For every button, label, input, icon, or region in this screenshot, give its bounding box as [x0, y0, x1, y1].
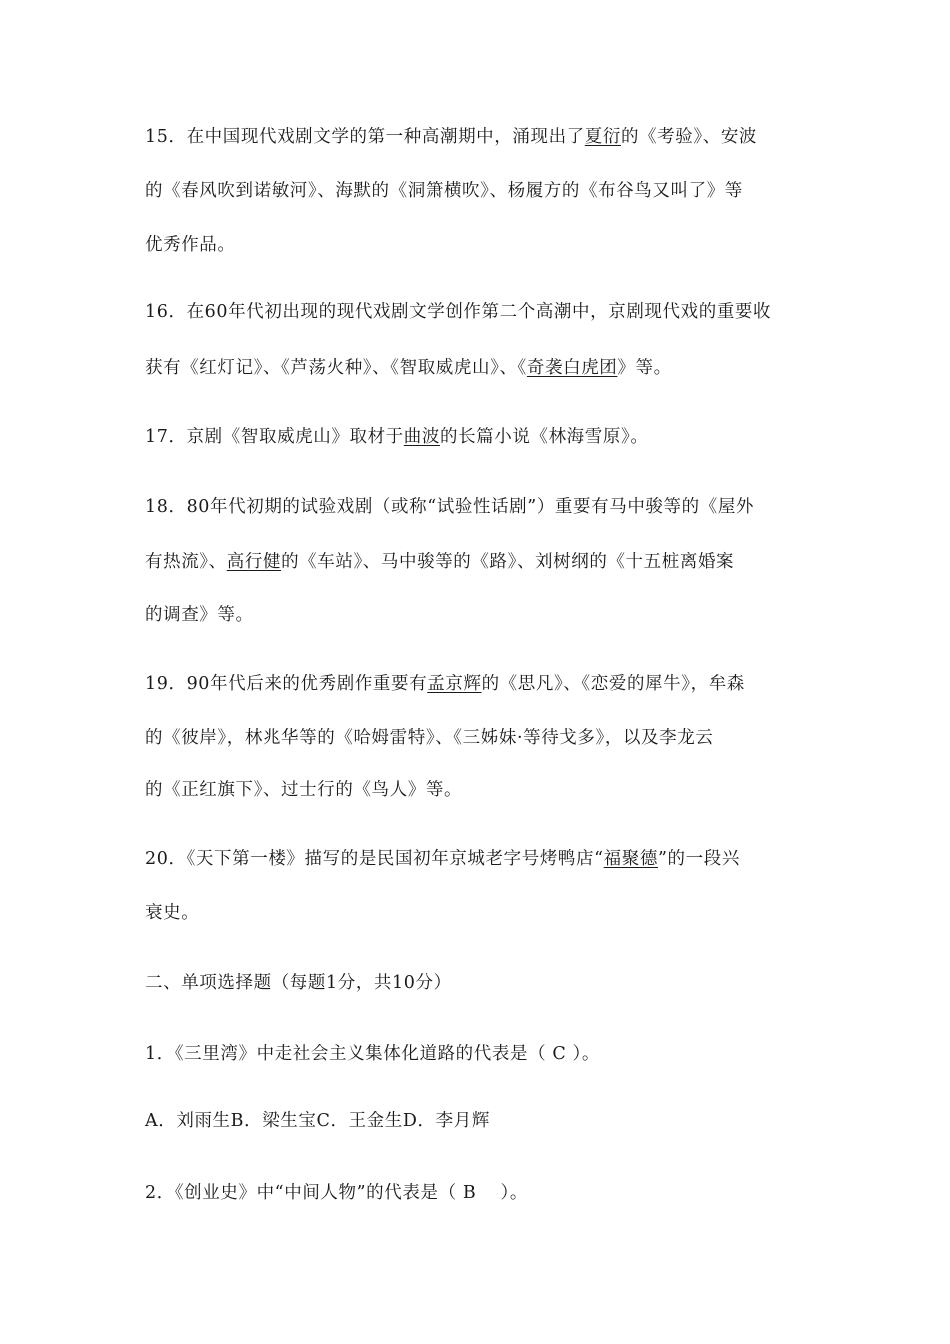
question-text: 2．《创业史》中“中间人物”的代表是（ B ）。: [145, 1183, 529, 1203]
text-run: 有热流》、: [145, 552, 227, 572]
text-run: 的《考验》、安波: [620, 127, 758, 147]
text-line: [145, 125, 757, 149]
answer-underlined: 奇袭白虎团: [526, 358, 618, 378]
text-run: 19．90年代后来的优秀剧作重要有: [145, 674, 428, 694]
text-line: 18．80年代初期的试验戏剧（或称“试验性话剧”）重要有马中骏等的《屋外: [145, 497, 755, 517]
answer-underlined: 夏衍: [584, 127, 621, 147]
text-line: 的调查》等。: [145, 605, 254, 625]
text-line: 的《春风吹到诺敏河》、海默的《洞箫横吹》、杨履方的《布谷鸟又叫了》等: [145, 181, 743, 201]
text-run: 15．在中国现代戏剧文学的第一种高潮期中，涌现出了: [145, 127, 585, 147]
text-line: [145, 847, 740, 871]
text-line: [145, 425, 648, 449]
text-run: 的《车站》、马中骏等的《路》、刘树纲的《十五桩离婚案: [281, 552, 735, 572]
question-text: 1．《三里湾》中走社会主义集体化道路的代表是（ C ）。: [145, 1044, 600, 1064]
text-line: 衰史。: [145, 903, 200, 923]
text-line: 优秀作品。: [145, 235, 236, 255]
text-run: 17．京剧《智取威虎山》取材于: [145, 427, 404, 447]
text-run: 的《思凡》、《恋爱的犀牛》，牟森: [481, 674, 745, 694]
text-run: ”的一段兴: [657, 849, 740, 869]
answer-underlined: 孟京辉: [427, 674, 482, 694]
answer-underlined: 曲波: [403, 427, 440, 447]
text-line: 的《彼岸》，林兆华等的《哈姆雷特》、《三姊妹·等待戈多》，以及李龙云: [145, 728, 714, 748]
text-line: 16．在60年代初出现的现代戏剧文学创作第二个高潮中，京剧现代戏的重要收: [145, 302, 772, 322]
options-text: A．刘雨生B．梁生宝C．王金生D．李月辉: [145, 1111, 490, 1131]
answer-underlined: 高行健: [226, 552, 282, 572]
text-line: 的《正红旗下》、过士行的《鸟人》等。: [145, 780, 463, 800]
text-run: 》等。: [617, 358, 672, 378]
text-run: 20．《天下第一楼》描写的是民国初年京城老字号烤鸭店“: [145, 849, 604, 869]
answer-underlined: 福聚德: [603, 849, 658, 869]
section-title: 二、单项选择题（每题1分，共10分）: [145, 973, 452, 993]
text-run: 获有《红灯记》、《芦荡火种》、《智取威虎山》、《: [145, 358, 527, 378]
text-line: [145, 550, 734, 574]
text-line: [145, 672, 745, 696]
text-run: 的长篇小说《林海雪原》。: [439, 427, 649, 447]
text-line: [145, 356, 672, 380]
